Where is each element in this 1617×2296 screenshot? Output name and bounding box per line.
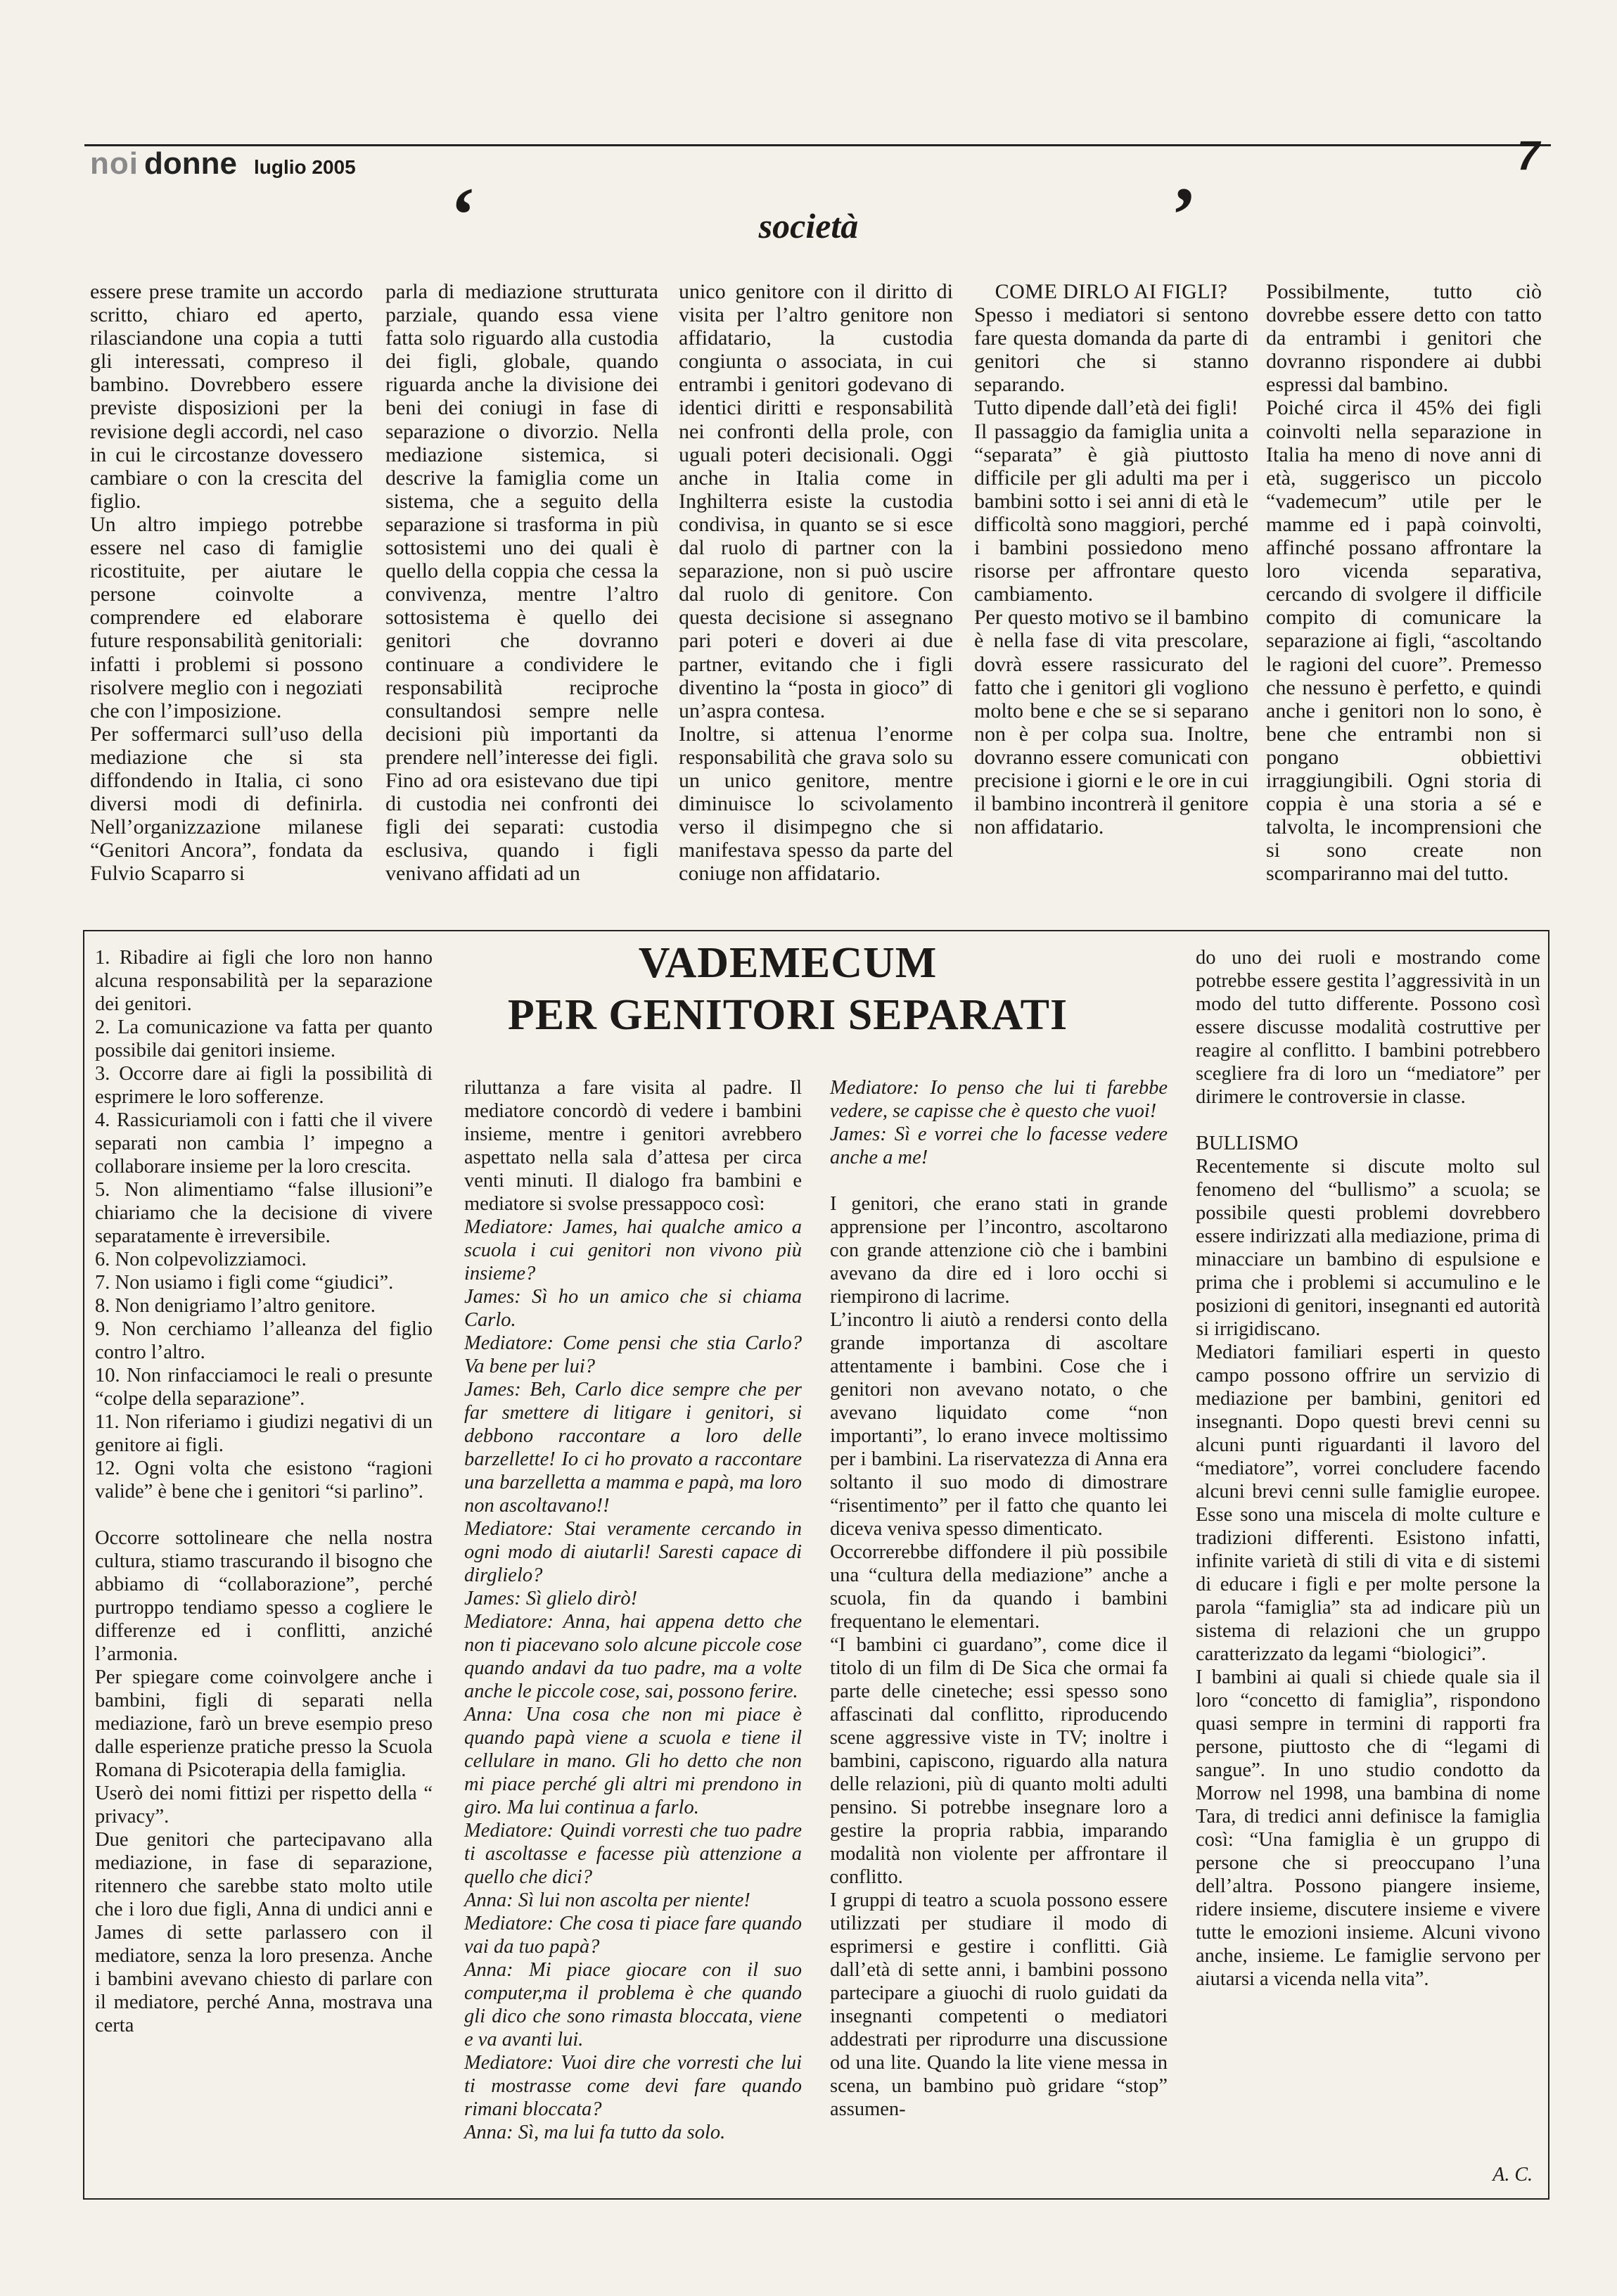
list-item: 8. Non denigriamo l’altro genitore.: [95, 1295, 376, 1317]
subheading-bullismo: BULLISMO: [1196, 1133, 1298, 1154]
article-text: unico genitore con il diritto di visita per l’altro genitore non affidatario, la custodia congiunta o associata, in cui entrambi i genitori godevano di identici diritti e responsabilità nei confronti della prole, con uguali poteri decisionali. Oggi anche in Italia come in Inghilterra esiste la custodia condivisa, in quanto se si esce dal ruolo di partner con la separazione, non si può uscire dal ruolo di genitore. Con questa decisione si assegnano pari poteri e doveri ai due partner, evitando che i figli diventino la “posta in gioco” di un’aspra contesa. Inoltre, si attenua l’enorme responsabilità che grava solo su un unico genitore, mentre diminuisce lo scivolamento verso il disimpegno che si manifestava spesso da parte del coniuge non affidatario.: [679, 280, 953, 886]
list-item: 7. Non usiamo i figli come “giudici”.: [95, 1272, 394, 1294]
article-column-1: [90, 280, 363, 885]
vademecum-list: [95, 946, 433, 1503]
list-item: 10. Non rinfacciamoci le reali o presunte “colpe della separazione”.: [95, 1365, 433, 1410]
article-text: Possibilmente, tutto ciò dovrebbe essere detto con tatto da entrambi i genitori che dovranno rispondere ai dubbi espressi dal bambino. Poiché circa il 45% dei figli coinvolti nella separazione in Italia ha meno di nove anni di età, suggerisco un piccolo “vademecum” utile per le mamme ed i papà coinvolti, affinché possano affrontare la loro vicenda separativa, cercando di svolgere il difficile compito di comunicare la separazione ai figli, “ascoltando le ragioni del cuore”. Premesso che nessuno è perfetto, e quindi anche i genitori non lo sono, è bene che entrambi non si pongano obbiettivi irraggiungibili. Ogni storia di coppia è una storia a sé e talvolta, le incomprensioni che si sono create non scompariranno mai del tutto.: [1266, 280, 1542, 886]
brand-donne: donne: [143, 146, 237, 181]
list-item: 1. Ribadire ai figli che loro non hanno alcuna responsabilità per la separazione dei genitori.: [95, 947, 433, 1015]
article-text: parla di mediazione strutturata parziale, quando essa viene fatta solo riguardo alla custodia dei figli, globale, quando riguarda anche la divisione dei beni dei coniugi in fase di separazione o divorzio. Nella mediazione sistemica, si descrive la famiglia come un sistema, che a seguito della separazione si trasforma in più sottosistemi uno dei quali è quello della coppia che cessa la convivenza, mentre l’altro sottosistema è quello dei genitori che dovranno continuare a condividere le responsabilità reciproche consultandosi sempre nelle decisioni più importanti da prendere nell’interesse dei figli. Fino ad ora esistevano due tipi di custodia nei confronti dei figli dei separati: custodia esclusiva, quando i figli venivano affidati ad un: [385, 280, 658, 886]
vademecum-title-line1: VADEMECUM: [638, 939, 938, 987]
article-text: Spesso i mediatori si sentono fare questa domanda da parte di genitori che si stanno separando. Tutto dipende dall’età dei figli! Il passaggio da famiglia unita a “separata” è già piuttosto difficile per gli adulti ma per i bambini sotto i sei anni di età le difficoltà sono maggiori, perché i bambini possiedono meno risorse per affrontare questo cambiamento. Per questo motivo se il bambino è nella fase di vita prescolare, dovrà essere rassicurato del fatto che i genitori gli vogliono molto bene e che se si separano non è per colpa sua. Inoltre, dovranno essere comunicati con precisione i giorni e le ore in cui il bambino incontrerà il genitore non affidatario.: [974, 303, 1248, 839]
vademecum-text: do uno dei ruoli e mostrando come potrebbe essere gestita l’aggressività in un modo del tutto differente. Possono così essere discusse modalità costruttive per reagire al conflitto. I bambini potrebbero scegliere fra di loro un “mediatore” per dirimere le controversie in classe.: [1196, 947, 1540, 1108]
quote-open-mark: ‘: [450, 172, 476, 257]
article-column-4: [974, 280, 1248, 838]
vademecum-text: I genitori, che erano stati in grande apprensione per l’incontro, ascoltarono con grande attenzione ciò che i bambini avevano da dire ed i loro occhi si riempirono di lacrime. L’incontro li aiutò a rendersi conto della grande importanza di ascoltare attentamente i bambini. Cose che i genitori non avevano notato, o che avevano liquidato come “non importanti”, lo erano invece moltissimo per i bambini. La riservatezza di Anna era soltanto il suo modo di dimostrare “risentimento” per il fatto che quanto lei diceva veniva spesso dimenticato. Occorrerebbe diffondere il più possibile una “cultura della mediazione” anche a scuola, fin da quando i bambini frequentano le elementari. “I bambini ci guardano”, come dice il titolo di un film di De Sica che ormai fa parte delle cineteche; essi spesso sono affascinati dal conflitto, riproducendo scene aggressive viste in TV; inoltre i bambini, capiscono, riguardo alla natura delle relazioni, più di quanto molti adulti pensino. Si potrebbe insegnare loro a gestire la propria rabbia, imparando modalità non violente per affrontare il conflitto. I gruppi di teatro a scuola possono essere utilizzati per studiare il modo di esprimersi e gestire i conflitti. Già dall’età di sette anni, i bambini possono partecipare a giuochi di ruolo guidati da insegnanti competenti o mediatori addestrati per riprodurre una discussione od una lite. Quando la lite viene messa in scena, un bambino può gridare “stop” assumen-: [830, 1193, 1168, 2120]
article-column-5: [1266, 280, 1542, 885]
dialogue: Mediatore: Io penso che lui ti farebbe vedere, se capisse che è questo che vuoi! James: Sì e vorrei che lo facesse vedere anche a me!: [830, 1077, 1168, 1168]
article-text: essere prese tramite un accordo scritto, chiaro ed aperto, rilasciandone una copia a tutti gli interessati, compreso il bambino. Dovrebbero essere previste disposizioni per la revisione degli accordi, nel caso in cui le circostanze dovessero cambiare o con la crescita del figlio. Un altro impiego potrebbe essere nel caso di famiglie ricostituite, per aiutare le persone coinvolte a comprendere ed elaborare future responsabilità genitoriali: infatti i problemi si possono risolvere meglio con i negoziati che con l’imposizione. Per soffermarci sull’uso della mediazione che si sta diffondendo in Italia, ci sono diversi modi di definirla. Nell’organizzazione milanese “Genitori Ancora”, fondata da Fulvio Scaparro si: [90, 280, 363, 886]
list-item: 2. La comunicazione va fatta per quanto possibile dai genitori insieme.: [95, 1016, 433, 1061]
dialogue: Mediatore: James, hai qualche amico a scuola i cui genitori non vivono più insieme? James: Sì ho un amico che si chiama Carlo. Mediatore: Come pensi che stia Carlo? Va bene per lui? James: Beh, Carlo dice sempre che per far smettere di litigare i genitori, si debbono raccontare a loro delle barzellette! Io ci ho provato a raccontare una barzelletta a mamma e papà, ma loro non ascoltavano!! Mediatore: Stai veramente cercando in ogni modo di aiutarli! Saresti capace di dirglielo? James: Sì glielo dirò! Mediatore: Anna, hai appena detto che non ti piacevano solo alcune piccole cose quando andavi da tuo padre, ma a volte anche le piccole cose, sai, possono ferire. Anna: Una cosa che non mi piace è quando papà viene a scuola e tiene il cellulare in mano. Gli ho detto che non mi piace perché gli altri mi prendono in giro. Ma lui continua a farlo. Mediatore: Quindi vorresti che tuo padre ti ascoltasse e facesse più attenzione a quello che dici? Anna: Sì lui non ascolta per niente! Mediatore: Che cosa ti piace fare quando vai da tuo papà? Anna: Mi piace giocare con il suo computer,ma il problema è che quando gli dico che sono rimasta bloccata, viene e va avanti lui. Mediatore: Vuoi dire che vorresti che lui ti mostrasse come devi fare quando rimani bloccata? Anna: Sì, ma lui fa tutto da solo.: [464, 1216, 802, 2143]
vademecum-column-2: [464, 1076, 802, 2144]
list-item: 11. Non riferiamo i giudizi negativi di un genitore ai figli.: [95, 1411, 433, 1456]
list-item: 12. Ogni volta che esistono “ragioni valide” è bene che i genitori “si parlino”.: [95, 1458, 433, 1503]
article-column-3: [679, 280, 953, 885]
vademecum-column-1: [95, 946, 433, 2037]
list-item: 9. Non cerchiamo l’alleanza del figlio contro l’altro.: [95, 1318, 433, 1363]
issue-date: luglio 2005: [253, 156, 356, 178]
list-item: 3. Occorre dare ai figli la possibilità di esprimere le loro sofferenze.: [95, 1063, 433, 1108]
vademecum-text: Occorre sottolineare che nella nostra cultura, stiamo trascurando il bisogno che abbiamo di “collaborazione”, perché purtroppo tendiamo spesso a cogliere le differenze ed i conflitti, anziché l’armonia. Per spiegare come coinvolgere anche i bambini, figli di separati nella mediazione, farò un breve esempio preso dalle esperienze pratiche presso la Scuola Romana di Psicoterapia della famiglia. Userò dei nomi fittizi per rispetto della “ privacy”. Due genitori che partecipavano alla mediazione, in fase di separazione, ritennero che sarebbe stato molto utile che i loro due figli, Anna di undici anni e James di sette parlassero con il mediatore, senza la loro presenza. Anche i bambini avevano chiesto di parlare con il mediatore, perché Anna, mostrava una certa: [95, 1527, 433, 2036]
list-item: 4. Rassicuriamoli con i fatti che il vivere separati non cambia l’ impegno a collaborare insieme per la loro crescita.: [95, 1109, 433, 1178]
list-item: 6. Non colpevolizziamoci.: [95, 1249, 307, 1270]
quote-close-mark: ’: [1171, 172, 1197, 257]
vademecum-column-3: [830, 1076, 1168, 2121]
masthead: [90, 146, 356, 181]
vademecum-title-line2: PER GENITORI SEPARATI: [507, 991, 1068, 1039]
section-title: società: [758, 206, 859, 245]
author-signature: A. C.: [1493, 2164, 1533, 2186]
article-column-2: [385, 280, 658, 885]
vademecum-column-4: [1196, 946, 1540, 1991]
list-item: 5. Non alimentiamo “false illusioni”e chiariamo che la decisione di vivere separatamente è irreversibile.: [95, 1179, 433, 1247]
vademecum-text: riluttanza a fare visita al padre. Il mediatore concordò di vedere i bambini insieme, mentre i genitori avrebbero aspettato nella sala d’attesa per circa venti minuti. Il dialogo fra bambini e mediatore si svolse pressappoco così:: [464, 1077, 802, 1215]
page-number: 7: [1516, 133, 1540, 179]
subheading-come-dirlo: COME DIRLO AI FIGLI?: [995, 280, 1228, 303]
vademecum-title: [436, 937, 1139, 1041]
brand-noi: noi: [90, 146, 139, 181]
vademecum-text: Recentemente si discute molto sul fenomeno del “bullismo” a scuola; se possibile questi problemi dovrebbero essere indirizzati alla mediazione, prima di minacciare un bambino di espulsione e prima che i problemi si accumulino e le posizioni di genitori, insegnanti ed autorità si irrigidiscano. Mediatori familiari esperti in questo campo possono offrire un servizio di mediazione per bambini, genitori ed insegnanti. Dopo questi brevi cenni su alcuni punti riguardanti il lavoro del “mediatore”, vorrei concludere facendo alcuni brevi cenni sulle famiglie europee. Esse sono una miscela di molte culture e tradizioni differenti. Esistono infatti, infinite varietà di stili di vita e di sistemi di educare i figli e per molte persone la parola “famiglia” sta ad indicare più un sistema di relazioni che un gruppo caratterizzato da legami “biologici”. I bambini ai quali si chiede quale sia il loro “concetto di famiglia”, rispondono quasi sempre in termini di rapporti fra persone, piuttosto che di “legami di sangue”. In uno studio condotto da Morrow nel 1998, una bambina di nome Tara, di tredici anni definisce la famiglia così: “Una famiglia è un gruppo di persone che si preoccupano l’una dell’altra. Possono piangere insieme, ridere insieme, discutere insieme e vivere tutte le emozioni insieme. Alcuni vivono anche, insieme. Le famiglie servono per aiutarsi a vicenda nella vita”.: [1196, 1156, 1540, 1990]
